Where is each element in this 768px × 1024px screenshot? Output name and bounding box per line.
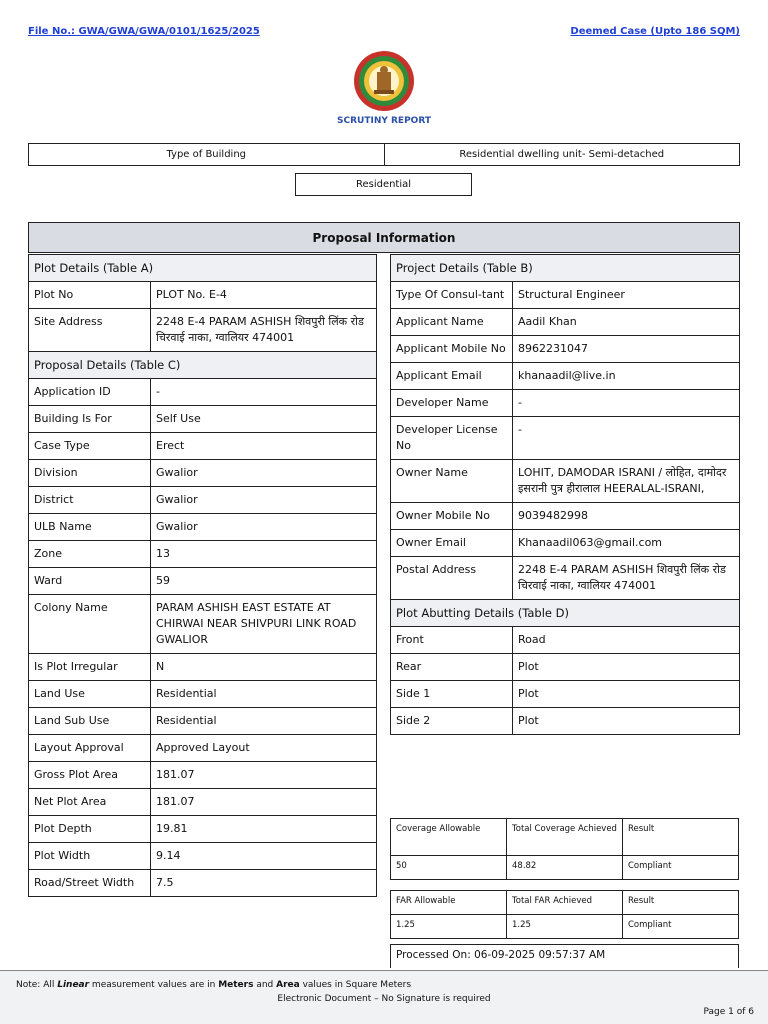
row-label: Colony Name — [29, 595, 151, 654]
row-label: Application ID — [29, 379, 151, 406]
far-value: Compliant — [623, 915, 739, 939]
row-label: Land Use — [29, 681, 151, 708]
row-label: Division — [29, 460, 151, 487]
row-label: Front — [391, 627, 513, 654]
left-details-table — [28, 254, 377, 897]
table-row — [29, 568, 377, 595]
row-value: 9.14 — [151, 843, 377, 870]
row-label: Land Sub Use — [29, 708, 151, 735]
building-category: Residential — [295, 173, 472, 196]
table-row — [391, 460, 740, 503]
row-value: Residential — [151, 681, 377, 708]
coverage-table — [390, 818, 739, 880]
building-type-row — [28, 143, 740, 166]
far-header: Total FAR Achieved — [507, 891, 623, 915]
row-label: Side 2 — [391, 708, 513, 735]
table-row — [29, 282, 377, 309]
table-row — [29, 816, 377, 843]
table-row — [29, 654, 377, 681]
table-row — [391, 681, 740, 708]
table-row — [391, 530, 740, 557]
row-value: LOHIT, DAMODAR ISRANI / लोहित, दामोदर इसरानी पुत्र हीरालाल HEERALAL-ISRANI, — [513, 460, 740, 503]
row-value: Self Use — [151, 406, 377, 433]
electronic-document-note: Electronic Document – No Signature is required — [277, 994, 491, 1004]
row-value: Structural Engineer — [513, 282, 740, 309]
row-label: Developer License No — [391, 417, 513, 460]
note-text: and — [253, 980, 277, 990]
row-value: Gwalior — [151, 487, 377, 514]
coverage-value: 48.82 — [507, 856, 623, 880]
row-label: Zone — [29, 541, 151, 568]
row-label: Layout Approval — [29, 735, 151, 762]
row-label: Owner Name — [391, 460, 513, 503]
row-label: Side 1 — [391, 681, 513, 708]
row-value: 19.81 — [151, 816, 377, 843]
table-row — [391, 654, 740, 681]
note-area: Area — [276, 980, 300, 990]
table-row — [29, 843, 377, 870]
processed-on: Processed On: 06-09-2025 09:57:37 AM — [390, 944, 739, 968]
row-label: Net Plot Area — [29, 789, 151, 816]
coverage-value: 50 — [391, 856, 507, 880]
deemed-case-link[interactable]: Deemed Case (Upto 186 SQM) — [570, 26, 740, 37]
table-row — [29, 735, 377, 762]
row-label: Applicant Email — [391, 363, 513, 390]
row-label: Owner Email — [391, 530, 513, 557]
section-title: Proposal Details (Table C) — [29, 352, 377, 379]
page-number: Page 1 of 6 — [703, 1007, 754, 1017]
row-value: 9039482998 — [513, 503, 740, 530]
row-label: Owner Mobile No — [391, 503, 513, 530]
section-title: Plot Details (Table A) — [29, 255, 377, 282]
table-row — [29, 514, 377, 541]
table-row — [29, 541, 377, 568]
row-label: Developer Name — [391, 390, 513, 417]
row-label: District — [29, 487, 151, 514]
table-row — [391, 390, 740, 417]
table-row — [391, 363, 740, 390]
table-row — [391, 417, 740, 460]
far-header: FAR Allowable — [391, 891, 507, 915]
row-value: Gwalior — [151, 514, 377, 541]
section-title: Plot Abutting Details (Table D) — [391, 600, 740, 627]
row-label: Applicant Mobile No — [391, 336, 513, 363]
row-value: Aadil Khan — [513, 309, 740, 336]
row-value: Plot — [513, 681, 740, 708]
report-title: SCRUTINY REPORT — [337, 116, 431, 126]
row-value: Plot — [513, 654, 740, 681]
row-label: Plot No — [29, 282, 151, 309]
row-value: - — [151, 379, 377, 406]
coverage-header: Total Coverage Achieved — [507, 819, 623, 856]
row-label: Type Of Consul-tant — [391, 282, 513, 309]
right-details-table — [390, 254, 740, 735]
row-value: - — [513, 417, 740, 460]
row-label: Plot Width — [29, 843, 151, 870]
row-label: Site Address — [29, 309, 151, 352]
note-linear: Linear — [57, 980, 90, 990]
section-title: Project Details (Table B) — [391, 255, 740, 282]
row-value: 2248 E-4 PARAM ASHISH शिवपुरी लिंक रोड चिरवाई नाका, ग्वालियर 474001 — [151, 309, 377, 352]
building-type-value: Residential dwelling unit- Semi-detached — [384, 144, 740, 165]
row-value: Khanaadil063@gmail.com — [513, 530, 740, 557]
row-value: Road — [513, 627, 740, 654]
table-row — [29, 406, 377, 433]
far-header: Result — [623, 891, 739, 915]
coverage-header: Result — [623, 819, 739, 856]
row-label: Gross Plot Area — [29, 762, 151, 789]
table-row — [391, 309, 740, 336]
file-number-link[interactable]: File No.: GWA/GWA/GWA/0101/1625/2025 — [28, 26, 260, 37]
row-value: Residential — [151, 708, 377, 735]
row-label: ULB Name — [29, 514, 151, 541]
table-row — [29, 309, 377, 352]
far-value: 1.25 — [391, 915, 507, 939]
row-value: N — [151, 654, 377, 681]
row-value: 181.07 — [151, 762, 377, 789]
row-value: 8962231047 — [513, 336, 740, 363]
row-label: Applicant Name — [391, 309, 513, 336]
row-label: Case Type — [29, 433, 151, 460]
row-label: Rear — [391, 654, 513, 681]
note-text: Note: All — [16, 980, 58, 990]
row-label: Ward — [29, 568, 151, 595]
table-row — [29, 870, 377, 897]
table-row — [29, 708, 377, 735]
row-label: Building Is For — [29, 406, 151, 433]
table-row — [391, 336, 740, 363]
note-text: measurement values are in — [89, 980, 219, 990]
table-row — [29, 487, 377, 514]
note-meters: Meters — [218, 980, 254, 990]
coverage-value: Compliant — [623, 856, 739, 880]
table-row — [391, 627, 740, 654]
table-row — [29, 595, 377, 654]
row-label: Is Plot Irregular — [29, 654, 151, 681]
table-row — [391, 708, 740, 735]
measurement-note — [16, 980, 411, 990]
table-row — [29, 789, 377, 816]
table-row — [391, 557, 740, 600]
coverage-header: Coverage Allowable — [391, 819, 507, 856]
row-value: - — [513, 390, 740, 417]
row-value: PLOT No. E-4 — [151, 282, 377, 309]
row-value: Erect — [151, 433, 377, 460]
row-value: 13 — [151, 541, 377, 568]
table-row — [29, 460, 377, 487]
table-row — [29, 379, 377, 406]
far-value: 1.25 — [507, 915, 623, 939]
proposal-information-heading: Proposal Information — [28, 222, 740, 253]
table-row — [391, 282, 740, 309]
table-row — [29, 762, 377, 789]
row-value: Approved Layout — [151, 735, 377, 762]
state-emblem-logo — [350, 50, 418, 112]
row-value: 59 — [151, 568, 377, 595]
table-row — [391, 503, 740, 530]
row-label: Plot Depth — [29, 816, 151, 843]
row-value: 181.07 — [151, 789, 377, 816]
page-footer — [0, 970, 768, 1024]
building-type-label: Type of Building — [166, 149, 247, 160]
row-value: 2248 E-4 PARAM ASHISH शिवपुरी लिंक रोड चिरवाई नाका, ग्वालियर 474001 — [513, 557, 740, 600]
row-value: khanaadil@live.in — [513, 363, 740, 390]
row-value: Gwalior — [151, 460, 377, 487]
row-value: PARAM ASHISH EAST ESTATE AT CHIRWAI NEAR SHIVPURI LINK ROAD GWALIOR — [151, 595, 377, 654]
row-value: Plot — [513, 708, 740, 735]
row-label: Postal Address — [391, 557, 513, 600]
row-value: 7.5 — [151, 870, 377, 897]
note-text: values in Square Meters — [299, 980, 412, 990]
row-label: Road/Street Width — [29, 870, 151, 897]
far-table — [390, 890, 739, 939]
table-row — [29, 433, 377, 460]
table-row — [29, 681, 377, 708]
